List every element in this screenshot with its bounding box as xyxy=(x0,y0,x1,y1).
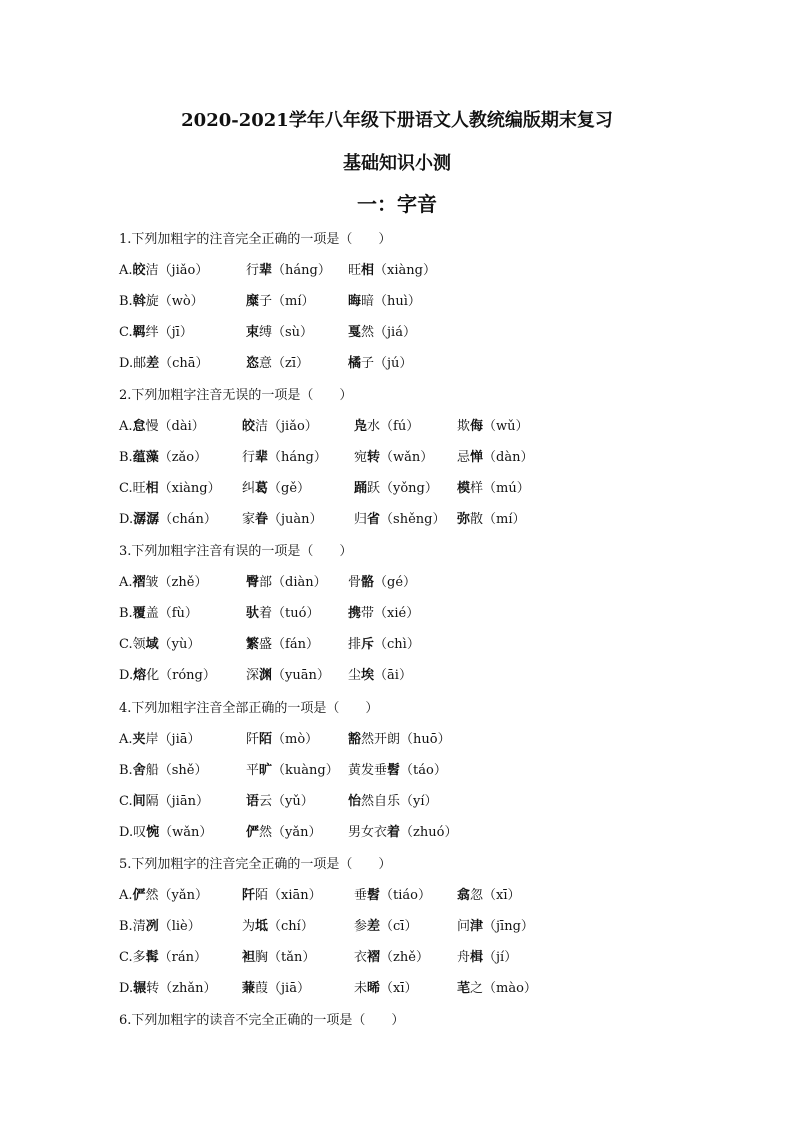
option-term: C.领域（yù） xyxy=(119,637,201,652)
option-row xyxy=(119,884,679,904)
option-term: 袒胸（tǎn） xyxy=(242,950,316,965)
option-term: C.间隔（jiān） xyxy=(119,794,209,809)
option-term: 戛然（jiá） xyxy=(348,325,416,340)
option-term: 阡陌（xiān） xyxy=(242,888,322,903)
option-row xyxy=(119,259,679,279)
option-term: 归省（shěng） xyxy=(354,512,446,527)
bold-character: 晞 xyxy=(367,981,381,996)
option-row xyxy=(119,602,679,622)
bold-character: 褶 xyxy=(367,950,381,965)
option-term: 蒹葭（jiā） xyxy=(242,981,310,996)
option-term: 束缚（sù） xyxy=(246,325,314,340)
question-stem: 6.下列加粗字的读音不完全正确的一项是（ ） xyxy=(119,1013,405,1028)
option-term: 行辈（háng） xyxy=(242,450,327,465)
bold-character: 豁 xyxy=(348,732,362,747)
option-term: 芼之（mào） xyxy=(457,981,537,996)
option-term: 晦暗（huì） xyxy=(348,294,421,309)
bold-character: 辈 xyxy=(259,263,273,278)
section-heading: 一：字音 xyxy=(357,192,437,216)
option-term: A.皎洁（jiǎo） xyxy=(119,263,209,278)
option-row xyxy=(119,477,679,497)
bold-character: 晦 xyxy=(348,294,362,309)
option-term: A.夹岸（jiā） xyxy=(119,732,201,747)
option-row xyxy=(119,915,679,935)
bold-character: 葛 xyxy=(255,481,269,496)
bold-character: 冽 xyxy=(145,919,159,934)
bold-character: 弥 xyxy=(457,512,471,527)
bold-character: 俨 xyxy=(246,825,260,840)
bold-character: 戛 xyxy=(348,325,362,340)
bold-character: 模 xyxy=(457,481,471,496)
bold-character: 楫 xyxy=(470,950,484,965)
option-term: 皎洁（jiǎo） xyxy=(242,419,318,434)
question-stem: 5.下列加粗字的注音完全正确的一项是（ ） xyxy=(119,857,392,872)
bold-character: 俨 xyxy=(132,888,146,903)
option-term: 阡陌（mò） xyxy=(246,732,319,747)
bold-character: 骼 xyxy=(361,575,375,590)
bold-character: 差 xyxy=(367,919,381,934)
option-term: C.羁绊（jī） xyxy=(119,325,193,340)
bold-character: 繁 xyxy=(246,637,260,652)
bold-character: 津 xyxy=(470,919,484,934)
bold-character: 舍 xyxy=(132,763,146,778)
option-term: 平旷（kuàng） xyxy=(246,763,339,778)
bold-character: 夹 xyxy=(132,732,146,747)
bold-character: 熔 xyxy=(133,668,147,683)
option-term: 为坻（chí） xyxy=(242,919,314,934)
option-term: D.潺潺（chán） xyxy=(119,512,217,527)
bold-character: 束 xyxy=(246,325,260,340)
bold-character: 携 xyxy=(348,606,362,621)
bold-character: 间 xyxy=(132,794,146,809)
option-term: 男女衣着（zhuó） xyxy=(348,825,458,840)
bold-character: 差 xyxy=(146,356,160,371)
option-term: 豁然开朗（huō） xyxy=(348,732,451,747)
option-term: 模样（mú） xyxy=(457,481,530,496)
bold-character: 相 xyxy=(145,481,159,496)
bold-character: 糜 xyxy=(246,294,260,309)
bold-character: 坻 xyxy=(255,919,269,934)
bold-character: 斥 xyxy=(361,637,375,652)
option-term: 繁盛（fán） xyxy=(246,637,319,652)
option-term: C.旺相（xiàng） xyxy=(119,481,221,496)
option-term: 排斥（chì） xyxy=(348,637,420,652)
option-term: 行辈（háng） xyxy=(246,263,331,278)
option-row xyxy=(119,415,679,435)
bold-character: 臀 xyxy=(246,575,260,590)
question-stem: 3.下列加粗字注音有误的一项是（ ） xyxy=(119,544,353,559)
option-row xyxy=(119,664,679,684)
option-term: 未晞（xī） xyxy=(354,981,418,996)
question-stem: 4.下列加粗字注音全部正确的一项是（ ） xyxy=(119,701,379,716)
option-term: D.熔化（róng） xyxy=(119,668,216,683)
bold-character: 芼 xyxy=(457,981,471,996)
bold-character: 斡 xyxy=(132,294,146,309)
option-term: 怡然自乐（yí） xyxy=(348,794,438,809)
bold-character: 语 xyxy=(246,794,260,809)
option-row xyxy=(119,290,679,310)
option-term: A.褶皱（zhě） xyxy=(119,575,208,590)
bold-character: 袒 xyxy=(242,950,256,965)
question-stem: 1.下列加粗字的注音完全正确的一项是（ ） xyxy=(119,232,392,247)
bold-character: 蒹 xyxy=(242,981,256,996)
option-term: B.清冽（liè） xyxy=(119,919,201,934)
option-term: 糜子（mí） xyxy=(246,294,315,309)
option-term: 欺侮（wǔ） xyxy=(457,419,529,434)
option-term: B.斡旋（wò） xyxy=(119,294,204,309)
bold-character: 踊 xyxy=(354,481,368,496)
bold-character: 陌 xyxy=(259,732,273,747)
document-subtitle: 基础知识小测 xyxy=(343,153,451,174)
option-term: 俨然（yǎn） xyxy=(246,825,322,840)
bold-character: 省 xyxy=(367,512,381,527)
bold-character: 髫 xyxy=(367,888,381,903)
option-row xyxy=(119,446,679,466)
document-title: 2020-2021学年八年级下册语文人教统编版期末复习 xyxy=(181,110,613,131)
option-term: 问津（jīng） xyxy=(457,919,534,934)
bold-character: 惮 xyxy=(470,450,484,465)
option-term: 臀部（diàn） xyxy=(246,575,327,590)
option-row xyxy=(119,977,679,997)
option-term: D.叹惋（wǎn） xyxy=(119,825,213,840)
bold-character: 侮 xyxy=(470,419,484,434)
option-term: 衣褶（zhě） xyxy=(354,950,429,965)
option-term: A.怠慢（dài） xyxy=(119,419,205,434)
option-row xyxy=(119,821,679,841)
bold-character: 转 xyxy=(367,450,381,465)
option-term: 黄发垂髫（táo） xyxy=(348,763,447,778)
option-row xyxy=(119,321,679,341)
bold-character: 怠 xyxy=(132,419,146,434)
bold-character: 蕴藻 xyxy=(132,450,159,465)
bold-character: 橘 xyxy=(348,356,362,371)
bold-character: 阡 xyxy=(242,888,256,903)
bold-character: 惋 xyxy=(146,825,160,840)
option-term: A.俨然（yǎn） xyxy=(119,888,209,903)
bold-character: 凫 xyxy=(354,419,368,434)
bold-character: 恣 xyxy=(246,356,260,371)
bold-character: 辗 xyxy=(133,981,147,996)
bold-character: 翕 xyxy=(457,888,471,903)
bold-character: 旷 xyxy=(259,763,273,778)
option-term: 忌惮（dàn） xyxy=(457,450,534,465)
option-term: 恣意（zī） xyxy=(246,356,310,371)
bold-character: 覆 xyxy=(132,606,146,621)
option-term: 舟楫（jí） xyxy=(457,950,518,965)
bold-character: 埃 xyxy=(361,668,375,683)
option-row xyxy=(119,352,679,372)
bold-character: 皎 xyxy=(242,419,256,434)
bold-character: 驮 xyxy=(246,606,260,621)
bold-character: 皎 xyxy=(132,263,146,278)
option-row xyxy=(119,759,679,779)
option-term: 纠葛（gě） xyxy=(242,481,311,496)
option-term: 宛转（wǎn） xyxy=(354,450,434,465)
option-term: 参差（cī） xyxy=(354,919,418,934)
bold-character: 怡 xyxy=(348,794,362,809)
option-term: 翕忽（xī） xyxy=(457,888,521,903)
option-term: C.多髯（rán） xyxy=(119,950,207,965)
option-term: B.覆盖（fù） xyxy=(119,606,198,621)
option-term: 尘埃（āi） xyxy=(348,668,412,683)
option-term: 旺相（xiàng） xyxy=(348,263,436,278)
option-term: B.蕴藻（zǎo） xyxy=(119,450,208,465)
question-stem: 2.下列加粗字注音无误的一项是（ ） xyxy=(119,388,353,403)
bold-character: 潺潺 xyxy=(133,512,160,527)
bold-character: 着 xyxy=(387,825,401,840)
bold-character: 眷 xyxy=(255,512,269,527)
bold-character: 羁 xyxy=(132,325,146,340)
option-term: D.邮差（chā） xyxy=(119,356,209,371)
option-term: 橘子（jú） xyxy=(348,356,413,371)
option-term: 深渊（yuān） xyxy=(246,668,330,683)
bold-character: 髫 xyxy=(387,763,401,778)
option-term: 语云（yǔ） xyxy=(246,794,314,809)
option-term: B.舍船（shě） xyxy=(119,763,208,778)
bold-character: 髯 xyxy=(145,950,159,965)
option-term: D.辗转（zhǎn） xyxy=(119,981,217,996)
option-row xyxy=(119,508,679,528)
option-term: 驮着（tuó） xyxy=(246,606,320,621)
option-row xyxy=(119,728,679,748)
option-term: 踊跃（yǒng） xyxy=(354,481,438,496)
option-row xyxy=(119,790,679,810)
option-term: 垂髫（tiáo） xyxy=(354,888,431,903)
bold-character: 辈 xyxy=(255,450,269,465)
option-term: 骨骼（gé） xyxy=(348,575,417,590)
bold-character: 褶 xyxy=(132,575,146,590)
option-term: 凫水（fú） xyxy=(354,419,420,434)
option-row xyxy=(119,946,679,966)
bold-character: 相 xyxy=(361,263,375,278)
option-term: 携带（xié） xyxy=(348,606,420,621)
option-row xyxy=(119,571,679,591)
option-row xyxy=(119,633,679,653)
bold-character: 渊 xyxy=(259,668,273,683)
option-term: 弥散（mí） xyxy=(457,512,526,527)
option-term: 家眷（juàn） xyxy=(242,512,323,527)
bold-character: 域 xyxy=(145,637,159,652)
